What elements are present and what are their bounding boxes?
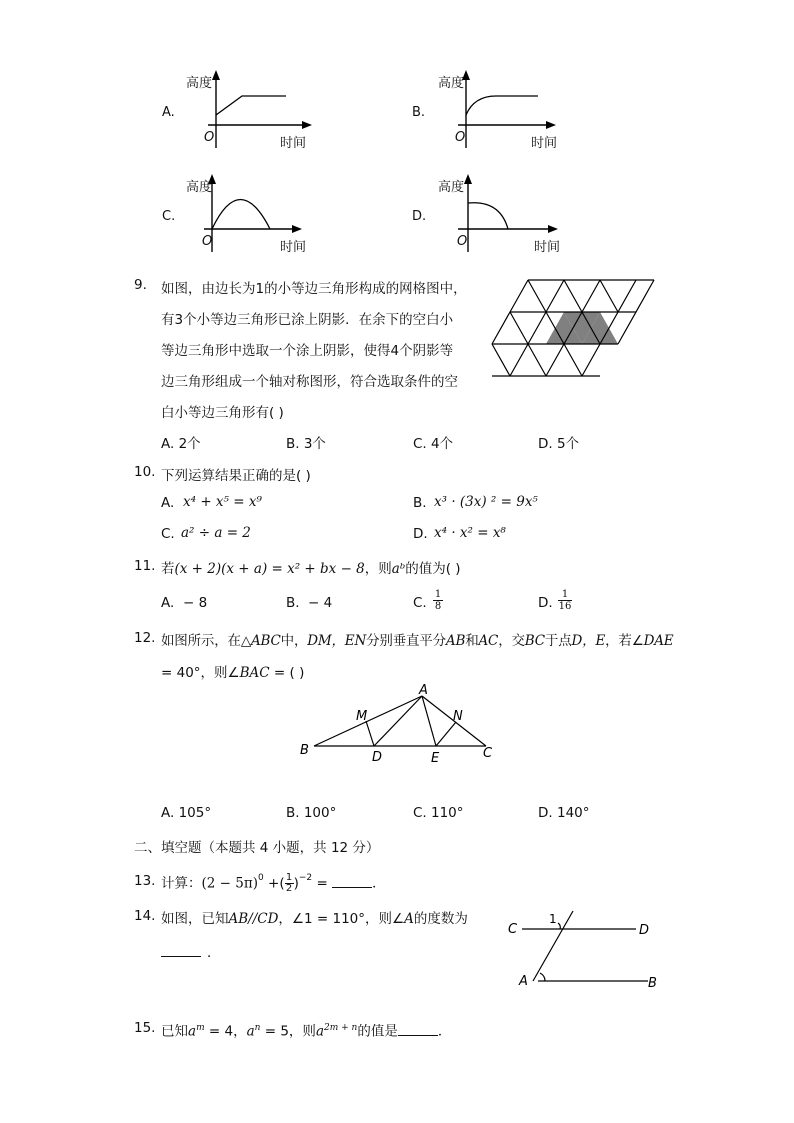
q10-option-a: x⁴ + x⁵ = x⁹ [183, 494, 262, 510]
q12-l1-j: BC [524, 633, 545, 649]
q8-c-origin: O [202, 234, 213, 249]
q12-number: 12. [134, 630, 156, 646]
q8-b-xlabel: 时间 [531, 136, 558, 151]
q12-l1-l: D，E [571, 633, 606, 649]
q14-text-d: A [404, 911, 414, 927]
q8-option-b-letter: B. [412, 105, 426, 120]
q14-answer-blank[interactable] [161, 944, 201, 957]
q15-am-exp: m [196, 1023, 205, 1033]
q8-option-d-letter: D. [412, 209, 427, 224]
q12-l1-h: AC [478, 633, 499, 649]
q8-d-xlabel: 时间 [534, 240, 561, 255]
q14-answer-line [161, 941, 221, 961]
q11-option-d-letter: D. [538, 595, 553, 611]
section-2-title: 二、填空题（本题共 4 小题，共 12 分） [134, 840, 380, 856]
q12-stem-line-1 [161, 629, 673, 649]
q9-line-5: 白小等边三角形有( ) [161, 405, 284, 421]
q11-d-denominator: 16 [558, 601, 572, 612]
q14-text-e: 的度数为 [413, 911, 468, 927]
q8-b-origin: O [455, 130, 466, 145]
q9-number: 9. [134, 277, 147, 293]
q14-number: 14. [134, 908, 156, 924]
q9-option-b: B. 3个 [286, 436, 326, 452]
q15-number: 15. [134, 1020, 156, 1036]
q9-stem [161, 277, 467, 432]
q15-an-exp: n [254, 1023, 261, 1033]
q12-l1-k: 于点 [544, 633, 572, 649]
q11-option-b: − 4 [308, 595, 333, 611]
q8-a-origin: O [204, 130, 215, 145]
q11-d-numerator: 1 [558, 589, 572, 601]
q14-label-d: D [639, 923, 650, 938]
q8-a-xlabel: 时间 [280, 136, 307, 151]
q11-number: 11. [134, 558, 156, 574]
q8-d-origin: O [457, 234, 468, 249]
q12-label-n: N [453, 709, 463, 724]
q13-number: 13. [134, 873, 156, 889]
q15-text-a: 已知 [161, 1023, 188, 1040]
q15-an: a [246, 1023, 255, 1040]
q11-c-numerator: 1 [434, 589, 442, 600]
q12-l2-a: = 40°，则∠ [161, 665, 240, 681]
q13-prefix: 计算： [161, 875, 202, 892]
q10-option-d-letter: D. [413, 526, 428, 542]
q11-stem-prefix: 若 [161, 561, 175, 577]
q12-label-c: C [483, 746, 493, 761]
q13-close: ) [293, 875, 299, 892]
q12-label-b: B [300, 743, 309, 758]
q12-l2-b: BAC [239, 665, 270, 681]
q15-eq1: = 4， [204, 1023, 247, 1040]
q10-option-b-letter: B. [413, 495, 427, 511]
q14-text-a: 如图，已知 [161, 911, 229, 927]
q8-option-c-letter: C. [162, 209, 176, 224]
q13-expr-a: (2 − 5π) [201, 875, 258, 892]
q14-parallel-lines-figure [500, 905, 670, 997]
q13-exp-a: 0 [257, 873, 264, 883]
q12-option-d: D. 140° [538, 805, 590, 821]
q11-stem-mid: ，则 [364, 561, 392, 577]
q12-triangle-figure [296, 682, 500, 772]
q12-l1-d: DM，EN [307, 633, 367, 649]
q14-angle-1-label: 1 [549, 912, 557, 926]
q10-number: 10. [134, 464, 156, 480]
q13-eq: = [312, 875, 333, 892]
q12-l1-n: DAE [643, 633, 674, 649]
q13-frac-den: 2 [285, 883, 293, 894]
q12-l1-g: 和 [465, 633, 479, 649]
q8-options [0, 60, 794, 260]
q11-c-denominator: 8 [434, 601, 442, 612]
q14-text-c: ，∠1 = 110°，则∠ [278, 911, 405, 927]
q9-option-a: A. 2个 [161, 436, 201, 452]
q11-option-a-letter: A. [161, 595, 175, 611]
q8-option-a-letter: A. [162, 105, 175, 120]
q11-option-b-letter: B. [286, 595, 300, 611]
q15-text-b: 的值是 [357, 1023, 398, 1040]
q10-option-c: a² ÷ a = 2 [181, 525, 251, 541]
q14-text-b: AB//CD [228, 911, 279, 927]
q12-l2-c: = ( ) [269, 665, 305, 681]
q15-a2-exp: 2m + n [324, 1023, 358, 1033]
q14-label-a: A [519, 974, 528, 989]
q13-frac-num: 1 [285, 872, 293, 883]
q9-triangle-grid [486, 278, 664, 382]
q12-option-a: A. 105° [161, 805, 212, 821]
q12-option-b: B. 100° [286, 805, 337, 821]
q12-l1-m: ，若∠ [605, 633, 644, 649]
q10-option-b: x³ · (3x) ² = 9x⁵ [434, 494, 538, 510]
q12-l1-i: ，交 [498, 633, 525, 649]
q12-l1-a: 如图所示，在 [161, 633, 241, 649]
q11-stem-power: aᵇ [391, 561, 406, 577]
q15-stem [161, 1017, 451, 1039]
q12-label-a: A [419, 683, 428, 698]
q11-stem [161, 557, 461, 577]
q8-a-ylabel: 高度 [186, 76, 213, 91]
q9-line-4: 边三角形组成一个轴对称图形，符合选取条件的空 [161, 374, 458, 390]
q10-option-c-letter: C. [161, 526, 175, 542]
q15-am: a [188, 1023, 197, 1040]
q12-label-m: M [356, 709, 368, 724]
q8-c-xlabel: 时间 [280, 240, 307, 255]
q13-stem [161, 868, 386, 892]
q12-l1-e: 分别垂直平分 [366, 633, 446, 649]
q11-stem-expr: (x + 2)(x + a) = x² + bx − 8 [174, 561, 365, 577]
q13-plus: +( [263, 875, 285, 892]
q8-d-ylabel: 高度 [438, 180, 465, 195]
q13-answer-blank[interactable] [332, 875, 372, 888]
q15-a2: a [315, 1023, 324, 1040]
q9-line-2: 有3个小等边三角形已涂上阴影．在余下的空白小 [161, 312, 454, 328]
q14-label-b: B [648, 976, 657, 991]
q9-line-1: 如图，由边长为1的小等边三角形构成的网格图中， [161, 281, 467, 297]
q9-option-c: C. 4个 [413, 436, 454, 452]
q12-l1-b: △ABC [240, 633, 281, 649]
q12-l1-f: AB [445, 633, 466, 649]
q8-c-ylabel: 高度 [186, 180, 213, 195]
q8-b-ylabel: 高度 [438, 76, 465, 91]
q11-option-c-letter: C. [413, 595, 427, 611]
q13-fraction [285, 873, 294, 894]
q12-option-c: C. 110° [413, 805, 464, 821]
shaded-triangles [546, 312, 618, 344]
q15-end: ． [437, 1023, 452, 1040]
q14-stem [161, 907, 468, 927]
q11-option-c-fraction [433, 589, 443, 612]
q13-exp-b: −2 [298, 873, 313, 883]
q15-eq2: = 5，则 [260, 1023, 316, 1040]
q12-label-d: D [372, 750, 383, 765]
q10-option-d: x⁴ · x² = x⁸ [434, 525, 506, 541]
q12-label-e: E [431, 751, 440, 766]
q13-end: ． [372, 875, 386, 892]
q10-option-a-letter: A. [161, 495, 175, 511]
q11-stem-suffix: 的值为( ) [405, 561, 461, 577]
q9-line-3: 等边三角形中选取一个涂上阴影，使得4个阴影等 [161, 343, 454, 359]
q11-option-d-fraction [558, 589, 572, 612]
q11-option-a: − 8 [183, 595, 208, 611]
q15-answer-blank[interactable] [398, 1023, 438, 1036]
q14-end: ． [207, 945, 221, 961]
q12-l1-c: 中， [280, 633, 308, 649]
q9-option-d: D. 5个 [538, 436, 580, 452]
q12-stem-line-2 [161, 661, 304, 681]
q14-label-c: C [508, 922, 518, 937]
q10-stem: 下列运算结果正确的是( ) [161, 468, 311, 484]
